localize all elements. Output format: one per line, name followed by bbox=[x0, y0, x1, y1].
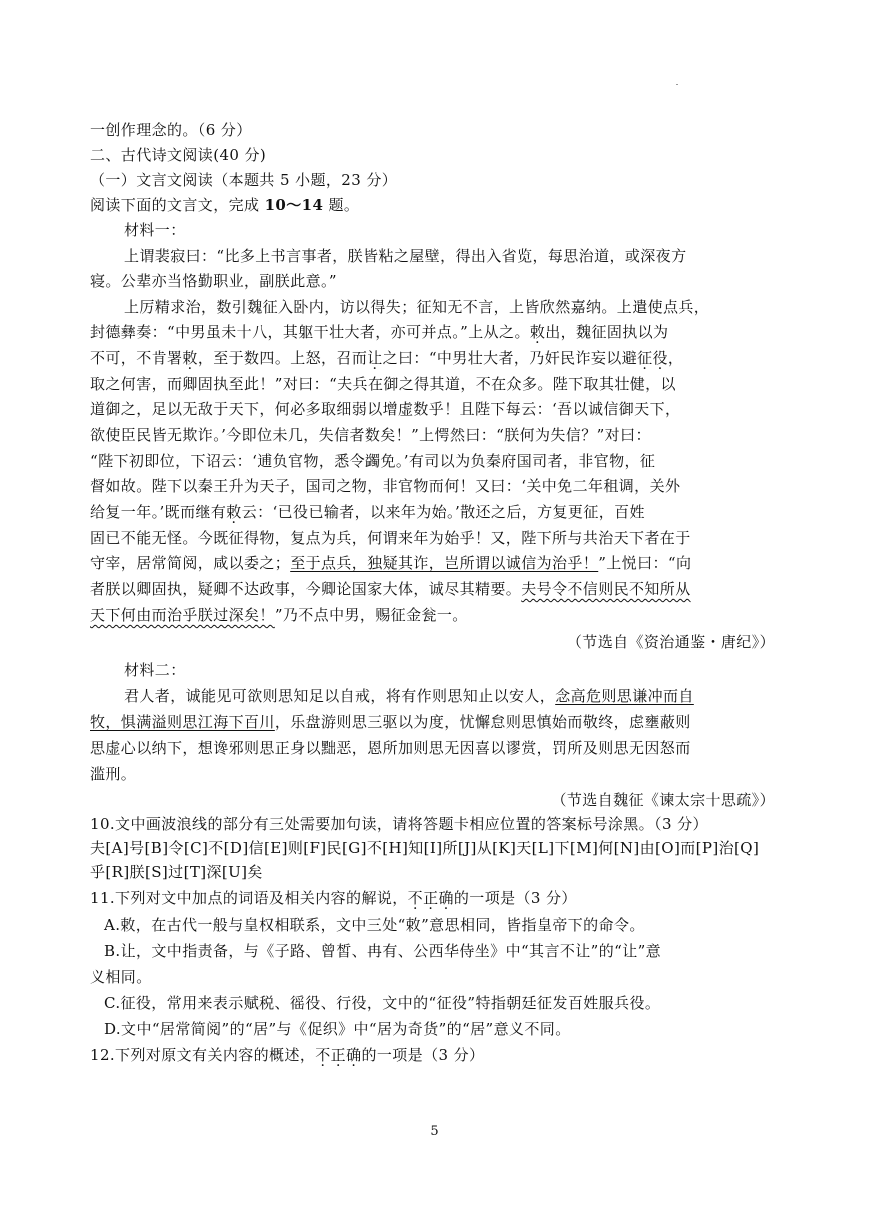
text-span: 封德彝奏：“中男虽未十八，其躯干壮大者，亦可并点。”上从之。 bbox=[90, 323, 530, 341]
dotted-word: 确 bbox=[438, 889, 454, 907]
q11-option-c: C.征役，常用来表示赋税、徭役、行役，文中的“征役”特指朝廷征发百姓服兵役。 bbox=[104, 994, 661, 1012]
material1-p2-line11 bbox=[90, 551, 780, 575]
q10-stem: 10.文中画波浪线的部分有三处需要加句读，请将答题卡相应位置的答案标号涂黑。（3 分） bbox=[90, 815, 708, 833]
material1-p2-line3 bbox=[90, 346, 780, 370]
wavy-underlined-sentence: 夫号令不信则民不知所从 bbox=[521, 580, 691, 598]
material1-p1-line2: 寝。公辈亦当恪勤职业，副朕此意。” bbox=[90, 272, 337, 290]
underlined-sentence: 至于点兵，独疑其诈，岂所谓以诚信为治乎！ bbox=[290, 554, 599, 572]
underlined-sentence: 念高危则思谦冲而自 bbox=[555, 687, 694, 705]
text-span: 11.下列对文中加点的词语及相关内容的解说， bbox=[90, 889, 408, 907]
dotted-word: 正 bbox=[423, 889, 439, 907]
instruction bbox=[90, 193, 780, 217]
header-line: 一创作理念的。（6 分） bbox=[90, 121, 252, 139]
material2-label: 材料二： bbox=[124, 661, 186, 679]
material2-line4: 滥刑。 bbox=[90, 765, 137, 783]
text-span: 不可，不肯署 bbox=[90, 349, 183, 367]
material1-p2-line8: 督如故。陛下以秦王升为天子，国司之物，非官物而何！又曰：‘关中免二年租调，关外 bbox=[90, 477, 681, 495]
material1-p2-line4: 取之何害，而卿固执至此！”对曰：“夫兵在御之得其道，不在众多。陛下取其壮健，以 bbox=[90, 375, 676, 393]
text-span: ”上悦曰：“向 bbox=[598, 554, 692, 572]
q11-option-b-line1: B.让，文中指责备，与《子路、曾皙、冉有、公西华侍坐》中“其言不让”的“让”意 bbox=[104, 942, 662, 960]
text-span: ”乃不点中男，赐征金瓮一。 bbox=[274, 606, 468, 624]
material1-source: （节选自《资治通鉴・唐纪》） bbox=[566, 633, 775, 651]
text-span: 的一项是（3 分） bbox=[361, 1046, 485, 1064]
dotted-word: 不 bbox=[315, 1046, 331, 1064]
q11-stem bbox=[90, 886, 780, 910]
dotted-word: 征 bbox=[637, 349, 653, 367]
underlined-sentence: 牧，惧满溢则思江海下百川 bbox=[90, 713, 275, 731]
text-span: 12.下列对原文有关内容的概述， bbox=[90, 1046, 316, 1064]
material2-line2 bbox=[90, 710, 780, 734]
q10-options-line2: 乎[R]朕[S]过[T]深[U]矣 bbox=[90, 863, 263, 881]
subsection-title: （一）文言文阅读（本题共 5 小题，23 分） bbox=[90, 171, 398, 189]
text-span: 者朕以卿固执，疑卿不达政事，今卿论国家大体，诚尽其精要。 bbox=[90, 580, 522, 598]
material2-line1 bbox=[124, 684, 780, 708]
material1-p1-line1: 上谓裴寂曰：“比多上书言事者，朕皆粘之屋壁，得出入省览，每思治道，或深夜方 bbox=[124, 247, 687, 265]
material1-label: 材料一： bbox=[124, 221, 186, 239]
q11-option-d: D.文中“居常简阅”的“居”与《促织》中“居为奇货”的“居”意义不同。 bbox=[104, 1020, 571, 1038]
instruction-range: 10～14 bbox=[264, 196, 324, 214]
text-span: 云：‘已役已输者，以来年为始。’散还之后，方复更征，百姓 bbox=[241, 503, 645, 521]
material1-p2-line10: 固已不能无怪。今既征得物，复点为兵，何谓来年为始乎！又，陛下所与共治天下者在于 bbox=[90, 529, 691, 547]
page-number: 5 bbox=[430, 1124, 439, 1139]
text-span: ， bbox=[667, 349, 684, 367]
dotted-word: 确 bbox=[346, 1046, 362, 1064]
section-title: 二、古代诗文阅读(40 分) bbox=[90, 146, 267, 164]
dotted-word: 敕 bbox=[529, 323, 546, 341]
instruction-post: 题。 bbox=[323, 196, 360, 214]
text-span: 君人者，诚能见可欲则思知足以自戒，将有作则思知止以安人， bbox=[124, 687, 556, 705]
text-span: ，乐盘游则思三驱以为度，忧懈怠则思慎始而敬终，虑壅蔽则 bbox=[274, 713, 691, 731]
material1-p2-line1: 上厉精求治，数引魏征入卧内，访以得失；征知无不言，上皆欣然嘉纳。上遣使点兵， bbox=[124, 298, 710, 316]
instruction-pre: 阅读下面的文言文，完成 bbox=[90, 196, 265, 214]
text-span: ，至于数四。上怒，召而 bbox=[197, 349, 368, 367]
text-span: 出，魏征固执以为 bbox=[545, 323, 669, 341]
scan-mark bbox=[676, 84, 678, 85]
material2-source: （节选自魏征《谏太宗十思疏》） bbox=[551, 791, 775, 809]
material1-p2-line6: 欲使臣民皆无欺诈。’今即位未几，失信者数矣！”上愕然曰：“朕何为失信？”对曰： bbox=[90, 426, 651, 444]
text-span: 守宰，居常简阅，咸以委之； bbox=[90, 554, 291, 572]
q11-option-a: A.敕，在古代一般与皇权相联系，文中三处“敕”意思相同，皆指皇帝下的命令。 bbox=[104, 916, 645, 934]
material1-p2-line13 bbox=[90, 603, 780, 627]
material1-p2-line12 bbox=[90, 577, 780, 601]
q10-options-line1: 夫[A]号[B]令[C]不[D]信[E]则[F]民[G]不[H]知[I]所[J]从[K]天[L]下[M]何[N]由[O]而[P]治[Q] bbox=[90, 839, 760, 857]
material1-p2-line2 bbox=[90, 320, 780, 344]
dotted-word: 正 bbox=[330, 1046, 347, 1064]
dotted-word: 让 bbox=[367, 349, 383, 367]
dotted-word: 役 bbox=[652, 349, 668, 367]
material1-p2-line9 bbox=[90, 500, 780, 524]
dotted-word: 敕 bbox=[182, 349, 198, 367]
material2-line3: 思虚心以纳下，想谗邪则思正身以黜恶，恩所加则思无因喜以谬赏，罚所及则思无因怒而 bbox=[90, 739, 691, 757]
material1-p2-line5: 道御之，足以无敌于天下，何必多取细弱以增虚数乎！且陛下每云：‘吾以诚信御天下， bbox=[90, 400, 681, 418]
dotted-word: 敕 bbox=[226, 503, 242, 521]
wavy-underlined-sentence: 天下何由而治乎朕过深矣！ bbox=[90, 606, 275, 624]
dotted-word: 不 bbox=[407, 889, 424, 907]
q11-option-b-line2: 义相同。 bbox=[90, 968, 152, 986]
material1-p2-line7: “陛下初即位，下诏云：‘逋负官物，悉令蠲免。’有司以为负秦府国司者，非官物，征 bbox=[90, 452, 656, 470]
text-span: 之曰：“中男壮大者，乃奸民诈妄以避 bbox=[382, 349, 638, 367]
text-span: 给复一年。’既而继有 bbox=[90, 503, 227, 521]
q12-stem bbox=[90, 1043, 780, 1067]
text-span: 的一项是（3 分） bbox=[453, 889, 577, 907]
